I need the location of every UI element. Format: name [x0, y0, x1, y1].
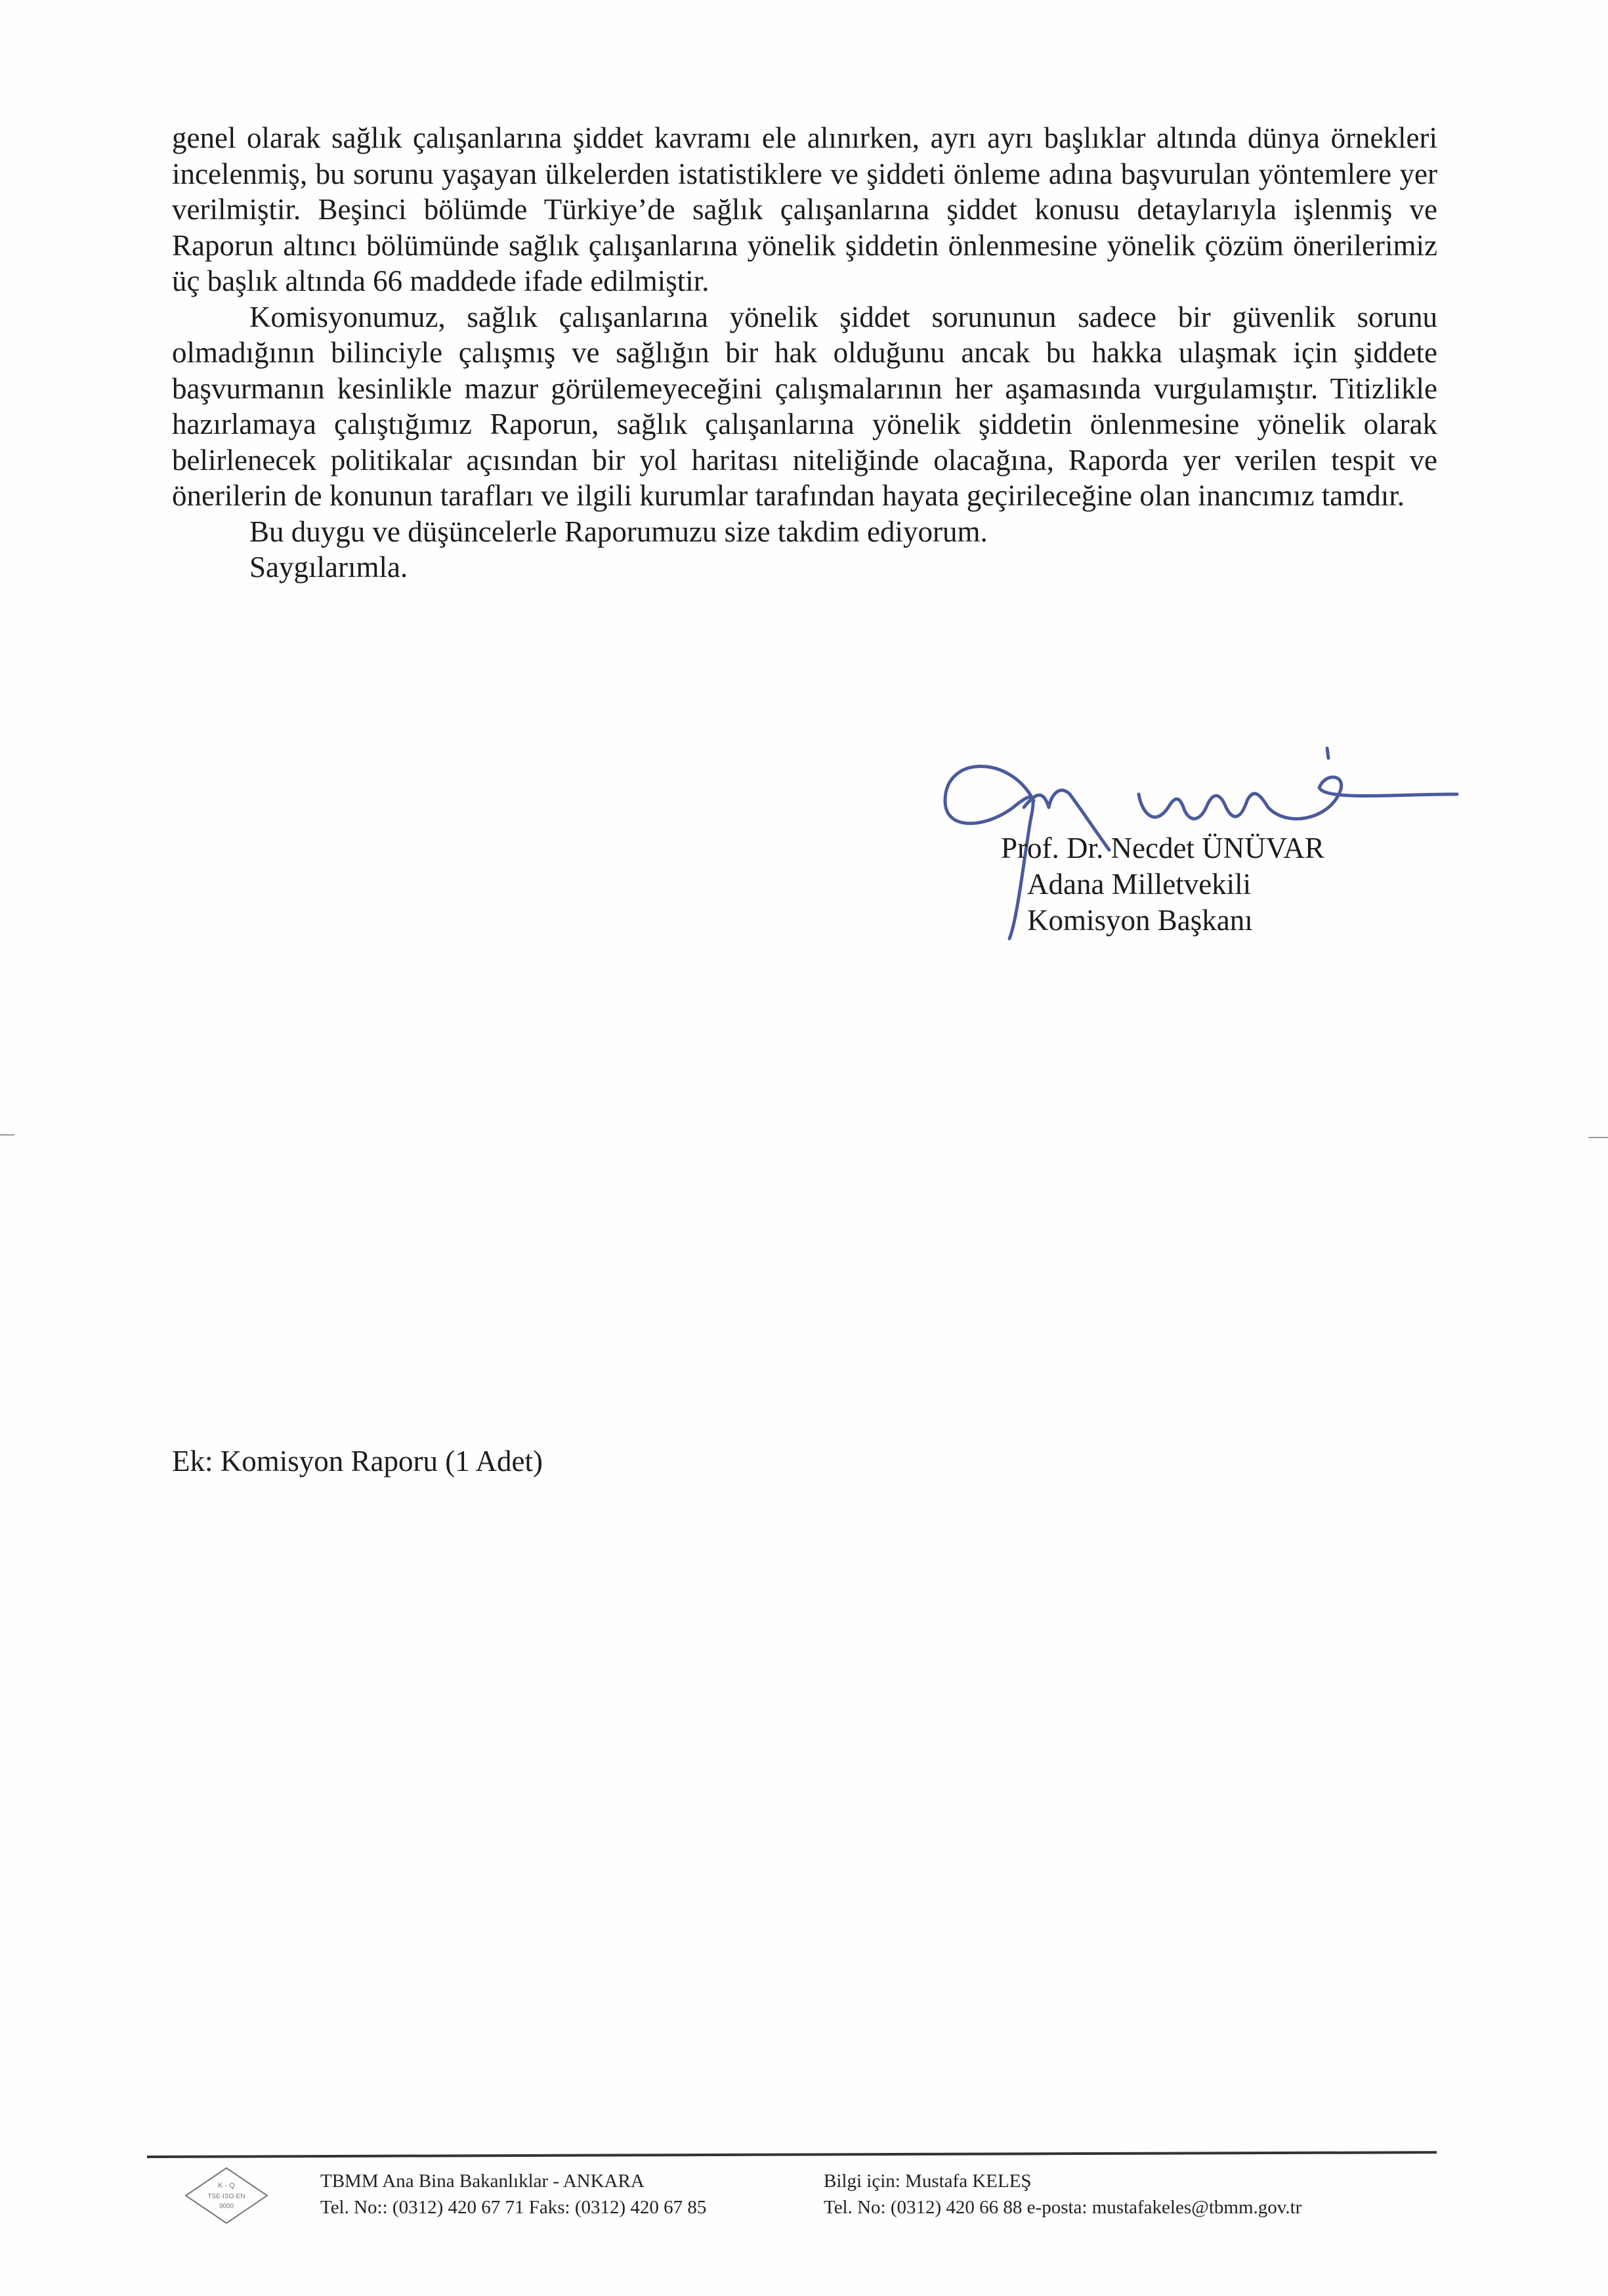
letter-body	[172, 120, 1437, 585]
footer-phone-fax: Tel. No:: (0312) 420 67 71 Faks: (0312) 420 67 85	[320, 2197, 707, 2218]
signature-block	[1001, 830, 1324, 939]
logo-line-2: TSE-ISO-EN	[207, 2193, 245, 2200]
signatory-role: Adana Milletvekili	[1027, 868, 1252, 901]
footer-contact-person: Bilgi için: Mustafa KELEŞ	[824, 2171, 1032, 2192]
footer-contact-phone-email: Tel. No: (0312) 420 66 88 e-posta: mustafakeles@tbmm.gov.tr	[824, 2197, 1302, 2218]
footer-contact-block	[824, 2168, 1301, 2221]
footer-address: TBMM Ana Bina Bakanlıklar - ANKARA	[320, 2171, 645, 2192]
attachment-note: Ek: Komisyon Raporu (1 Adet)	[172, 1445, 543, 1478]
logo-line-1: K - Q	[218, 2182, 235, 2190]
signatory-name: Prof. Dr. Necdet ÜNÜVAR	[1001, 832, 1324, 864]
closing-salutation: Saygılarımla.	[249, 551, 408, 584]
scan-edge-mark-right	[1588, 1137, 1608, 1138]
logo-line-3: 9000	[219, 2203, 234, 2210]
body-paragraph-2: Komisyonumuz, sağlık çalışanlarına yönelik şiddet sorununun sadece bir güvenlik sorunu olmadığının bilinciyle çalışmış ve sağlığın bir hak olduğunu ancak bu hakka ulaşmak için şiddete başvurmanın kesinlikle mazur görülemeyeceğini çalışmalarının her aşamasında vurgulamıştır. Titizlikle hazırlamaya çalıştığımız Raporun, sağlık çalışanlarına yönelik şiddetin önlenmesine yönelik olarak belirlenecek politikalar açısından bir yol haritası niteliğinde olacağına, Raporda yer verilen tespit ve önerilerin de konunun tarafları ve ilgili kurumlar tarafından hayata geçirileceğine olan inancımız tamdır.	[172, 300, 1437, 512]
body-paragraph-3: Bu duygu ve düşüncelerle Raporumuzu size takdim ediyorum.	[249, 515, 988, 548]
scan-edge-mark-left	[0, 1134, 14, 1136]
signatory-title: Komisyon Başkanı	[1027, 904, 1253, 937]
footer-divider	[147, 2151, 1437, 2158]
footer-address-block	[320, 2168, 706, 2221]
body-paragraph-1: genel olarak sağlık çalışanlarına şiddet kavramı ele alınırken, ayrı ayrı başlıklar altında dünya örnekleri incelenmiş, bu sorunu yaşayan ülkelerden istatistiklere ve şiddeti önleme adına başvurulan yöntemlere yer verilmiştir. Beşinci bölümde Türkiye’de sağlık çalışanlarına şiddet konusu detaylarıyla işlenmiş ve Raporun altıncı bölümünde sağlık çalışanlarına yönelik şiddetin önlenmesine yönelik çözüm önerilerimiz üç başlık altında 66 maddede ifade edilmiştir.	[172, 121, 1437, 297]
tse-iso-quality-logo-icon	[184, 2166, 269, 2225]
